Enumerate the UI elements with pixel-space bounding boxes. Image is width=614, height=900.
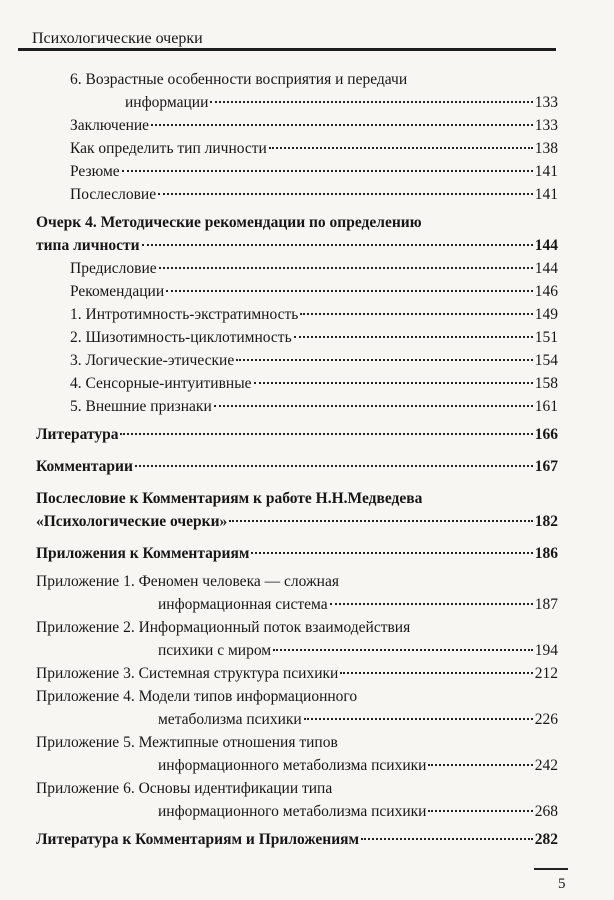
toc-entry [36,662,558,685]
toc-entry-title-line: Послесловие к Комментариям к работе Н.Н.Медведева [36,490,423,507]
toc-page-number: 133 [534,117,558,134]
toc-leader-dots [428,810,532,812]
toc-leader-dots [428,764,532,766]
toc-entry-row [70,303,558,326]
toc-entry-row [36,662,558,685]
toc-page-number: 242 [534,757,558,774]
toc-entry-title-line: Приложение 6. Основы идентификации типа [36,780,333,797]
toc-entry-title: Рекомендации [70,283,165,300]
toc-leader-dots [159,267,533,269]
toc-page-number: 146 [534,283,558,300]
toc-entry-row [36,708,558,731]
toc-page-number: 194 [534,642,558,659]
toc-entry-title: Заключение [70,117,150,134]
toc-entry-row [70,372,558,395]
toc-entry-title: 4. Сенсорные-интуитивные [70,375,252,392]
toc-entry-title: Литература к Комментариям и Приложениям [36,831,360,848]
toc-leader-dots [269,147,533,149]
toc-page-number: 187 [534,596,558,613]
toc-entry [36,542,558,565]
toc-page-number: 138 [534,140,558,157]
toc-page-number: 144 [534,237,558,254]
toc-entry-row [70,349,558,372]
toc-leader-dots [210,101,532,103]
toc-page-number: 141 [534,163,558,180]
toc-entry-title-line: Очерк 4. Методические рекомендации по определению [36,214,422,231]
toc-entry [36,731,558,777]
toc-entry [36,303,558,326]
toc-entry-title: 2. Шизотимность-циклотимность [70,329,292,346]
toc-leader-dots [273,649,533,651]
toc-page-number: 268 [534,803,558,820]
toc-entry [36,160,558,183]
toc-entry [36,137,558,160]
toc-entry [36,395,558,418]
toc-leader-dots [158,193,533,195]
toc-entry-title: Комментарии [36,458,133,475]
toc-leader-dots [304,718,533,720]
toc-leader-dots [300,313,532,315]
toc-leader-dots [361,838,533,840]
toc-page-number: 161 [534,398,558,415]
toc-leader-dots [236,359,533,361]
toc-entry [36,570,558,616]
toc-entry-title: типа личности [36,237,140,254]
toc-page-number: 144 [534,260,558,277]
toc-entry-title: Приложение 3. Системная структура психики [36,665,339,682]
toc-entry-title: информации [125,94,209,111]
toc-page-number: 282 [534,831,558,848]
toc-leader-dots [294,336,533,338]
toc-entry-title: 3. Логические-этические [70,352,235,369]
toc-entry [36,68,558,114]
toc-page-number: 151 [534,329,558,346]
page-number: 5 [558,876,566,892]
toc-leader-dots [229,520,533,522]
toc-leader-dots [214,405,533,407]
toc-page-number: 141 [534,186,558,203]
toc-entry-title: 5. Внешние признаки [70,398,212,415]
toc-entry-title: 1. Интротимность-экстратимность [70,306,299,323]
toc-entry-title-line: Приложение 2. Информационный поток взаимодействия [36,619,411,636]
toc-entry-title: Приложения к Комментариям [36,545,250,562]
running-head-title: Психологические очерки [32,30,203,47]
toc-leader-dots [166,290,533,292]
toc-entry [36,487,558,533]
toc-entry [36,349,558,372]
toc-entry-title: Предисловие [70,260,157,277]
toc-entry-row [36,455,558,478]
toc-entry-row [70,91,558,114]
toc-entry-row [36,593,558,616]
toc-entry-title: Резюме [70,163,120,180]
toc-entry [36,423,558,446]
toc-page-number: 149 [534,306,558,323]
toc-entry [36,257,558,280]
toc-entry-row [36,800,558,823]
toc-entry-title-line: 6. Возрастные особенности восприятия и передачи [70,71,408,88]
toc-leader-dots [340,672,532,674]
toc-entry-row [36,423,558,446]
toc-entry [36,280,558,303]
toc-entry-row [36,234,558,257]
toc-entry-row [70,183,558,206]
toc-entry-title-line: Приложение 5. Межтипные отношения типов [36,734,338,751]
toc-entry [36,211,558,257]
toc-page-number: 212 [534,665,558,682]
toc-entry-row [70,137,558,160]
toc-leader-dots [120,433,532,435]
toc-entry-row [70,326,558,349]
toc-page-number: 182 [534,513,558,530]
toc-page-number: 226 [534,711,558,728]
toc-entry-row [70,160,558,183]
toc-page-number: 154 [534,352,558,369]
toc-entry [36,455,558,478]
toc-entry-row [36,639,558,662]
toc-entry [36,777,558,823]
toc-entry-row [70,395,558,418]
toc-entry [36,183,558,206]
toc-entry [36,828,558,851]
toc-entry-title: Литература [36,426,119,443]
toc-leader-dots [251,552,532,554]
toc-page-number: 158 [534,375,558,392]
toc-entry-title: Послесловие [70,186,157,203]
toc-entry [36,114,558,137]
toc-leader-dots [135,465,533,467]
toc-page-number: 167 [534,458,558,475]
toc-entry-row [36,542,558,565]
toc-entry-title-line: Приложение 4. Модели типов информационного [36,688,358,705]
toc-entry-title-line: Приложение 1. Феномен человека — сложная [36,573,339,590]
toc-entry-row [70,114,558,137]
toc-entry-title: «Психологические очерки» [36,513,228,530]
toc-entry-title: метаболизма психики [158,711,302,728]
toc-entry-title: Как определить тип личности [70,140,267,157]
toc-entry [36,616,558,662]
toc-entry-title: информационная система [158,596,328,613]
toc-leader-dots [254,382,533,384]
toc-entry [36,372,558,395]
toc-entry-title: психики с миром [158,642,272,659]
toc-leader-dots [122,170,533,172]
toc-leader-dots [151,124,533,126]
toc-entry-row [36,828,558,851]
table-of-contents [36,68,558,851]
toc-entry [36,326,558,349]
toc-leader-dots [330,603,533,605]
toc-entry-row [70,257,558,280]
toc-entry [36,685,558,731]
toc-page-number: 166 [534,426,558,443]
toc-page-number: 133 [534,94,558,111]
toc-page-number: 186 [534,545,558,562]
toc-entry-title: информационного метаболизма психики [158,757,427,774]
toc-leader-dots [142,244,533,246]
header-rule [18,48,556,51]
toc-entry-row [70,280,558,303]
footer-rule [534,868,568,870]
toc-entry-row [36,510,558,533]
toc-entry-title: информационного метаболизма психики [158,803,427,820]
toc-entry-row [36,754,558,777]
